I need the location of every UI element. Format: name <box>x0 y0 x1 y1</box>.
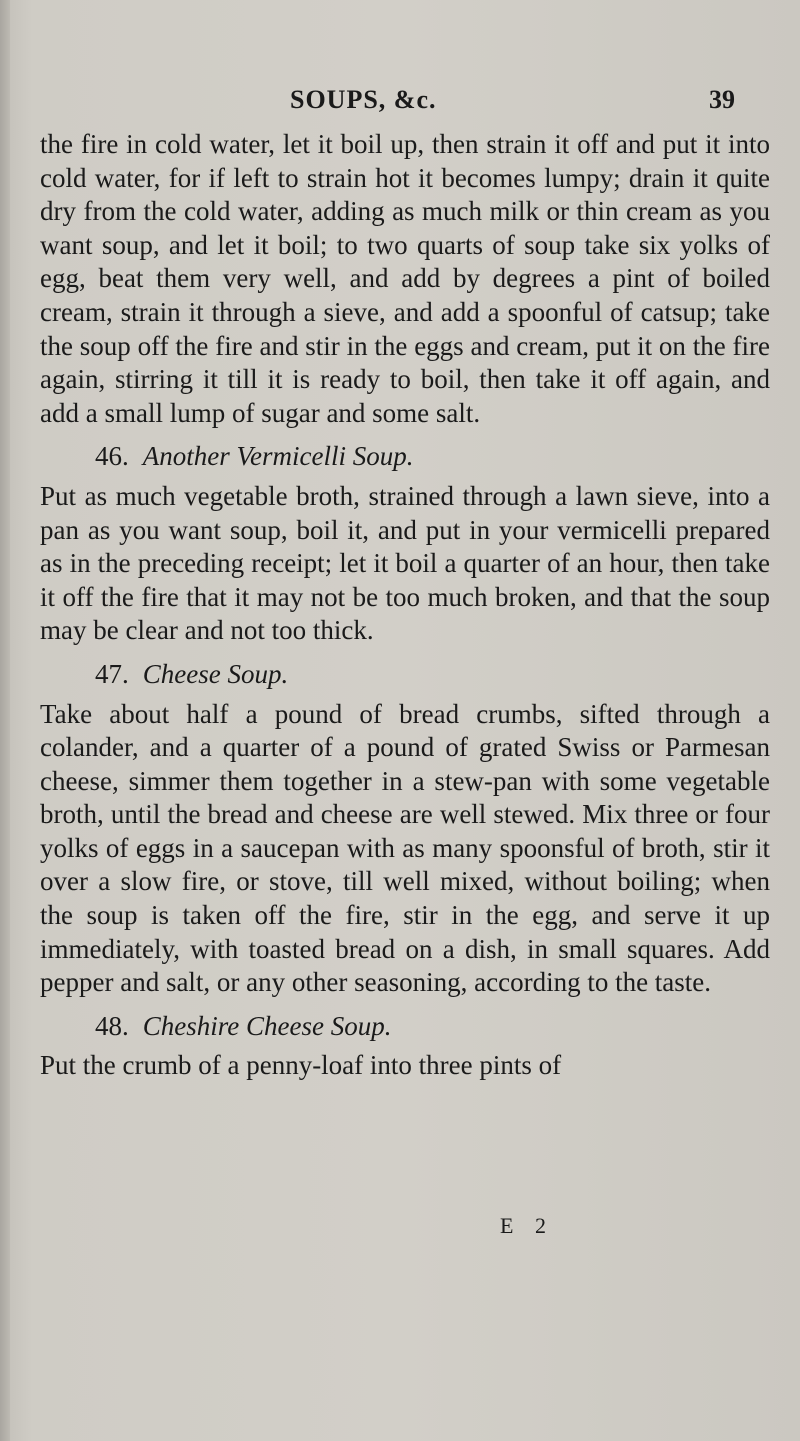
page-header <box>40 85 770 119</box>
recipe-heading-46 <box>40 440 770 474</box>
recipe-text-47: Take about half a pound of bread crumbs, sifted through a colander, and a quarter of a pound of grated Swiss or Parmesan cheese, simmer them together in a stew-pan with some vegetable broth, until the bread and cheese are well stewed. Mix three or four yolks of eggs in a saucepan with as many spoonsful of broth, stir it over a slow fire, or stove, till well mixed, without boiling; when the soup is taken off the fire, stir in the egg, and serve it up immediately, with toasted bread on a dish, in small squares. Add pepper and salt, or any other seasoning, according to the taste. <box>40 698 770 998</box>
recipe-number: 48. <box>95 1010 129 1041</box>
page-gutter-shadow <box>0 0 10 1441</box>
running-head: SOUPS, &c. <box>290 85 437 114</box>
recipe-number: 47. <box>95 658 129 689</box>
recipe-title: Cheshire Cheese Soup. <box>142 1010 392 1041</box>
recipe-title: Another Vermicelli Soup. <box>142 441 414 472</box>
recipe-text-46: Put as much vegetable broth, strained through a lawn sieve, into a pan as you want soup, boil it, and put in your vermicelli prepared as in the preceding receipt; let it boil a quarter of an hour, then take it off the fire that it may not be too much broken, and that the soup may be clear and not too thick. <box>40 480 770 646</box>
recipe-heading-48 <box>40 1010 770 1044</box>
recipe-text-48: Put the crumb of a penny-loaf into three pints of <box>40 1050 562 1081</box>
recipe-heading-47 <box>40 658 770 692</box>
recipe-title: Cheese Soup. <box>142 658 289 689</box>
recipe-number: 46. <box>95 441 129 472</box>
page-number: 39 <box>709 85 735 114</box>
opening-paragraph: the fire in cold water, let it boil up, then strain it off and put it into cold water, for if left to strain hot it becomes lumpy; drain it quite dry from the cold water, adding as much milk or thin cream as you want soup, and let it boil; to two quarts of soup take six yolks of egg, beat them very well, and add by degrees a pint of boiled cream, strain it through a sieve, and add a spoonful of catsup; take the soup off the fire and stir in the eggs and cream, put it on the fire again, stirring it till it is ready to boil, then take it off again, and add a small lump of sugar and some salt. <box>40 129 770 428</box>
signature-mark: E 2 <box>500 1213 554 1238</box>
page-body <box>40 128 770 1083</box>
